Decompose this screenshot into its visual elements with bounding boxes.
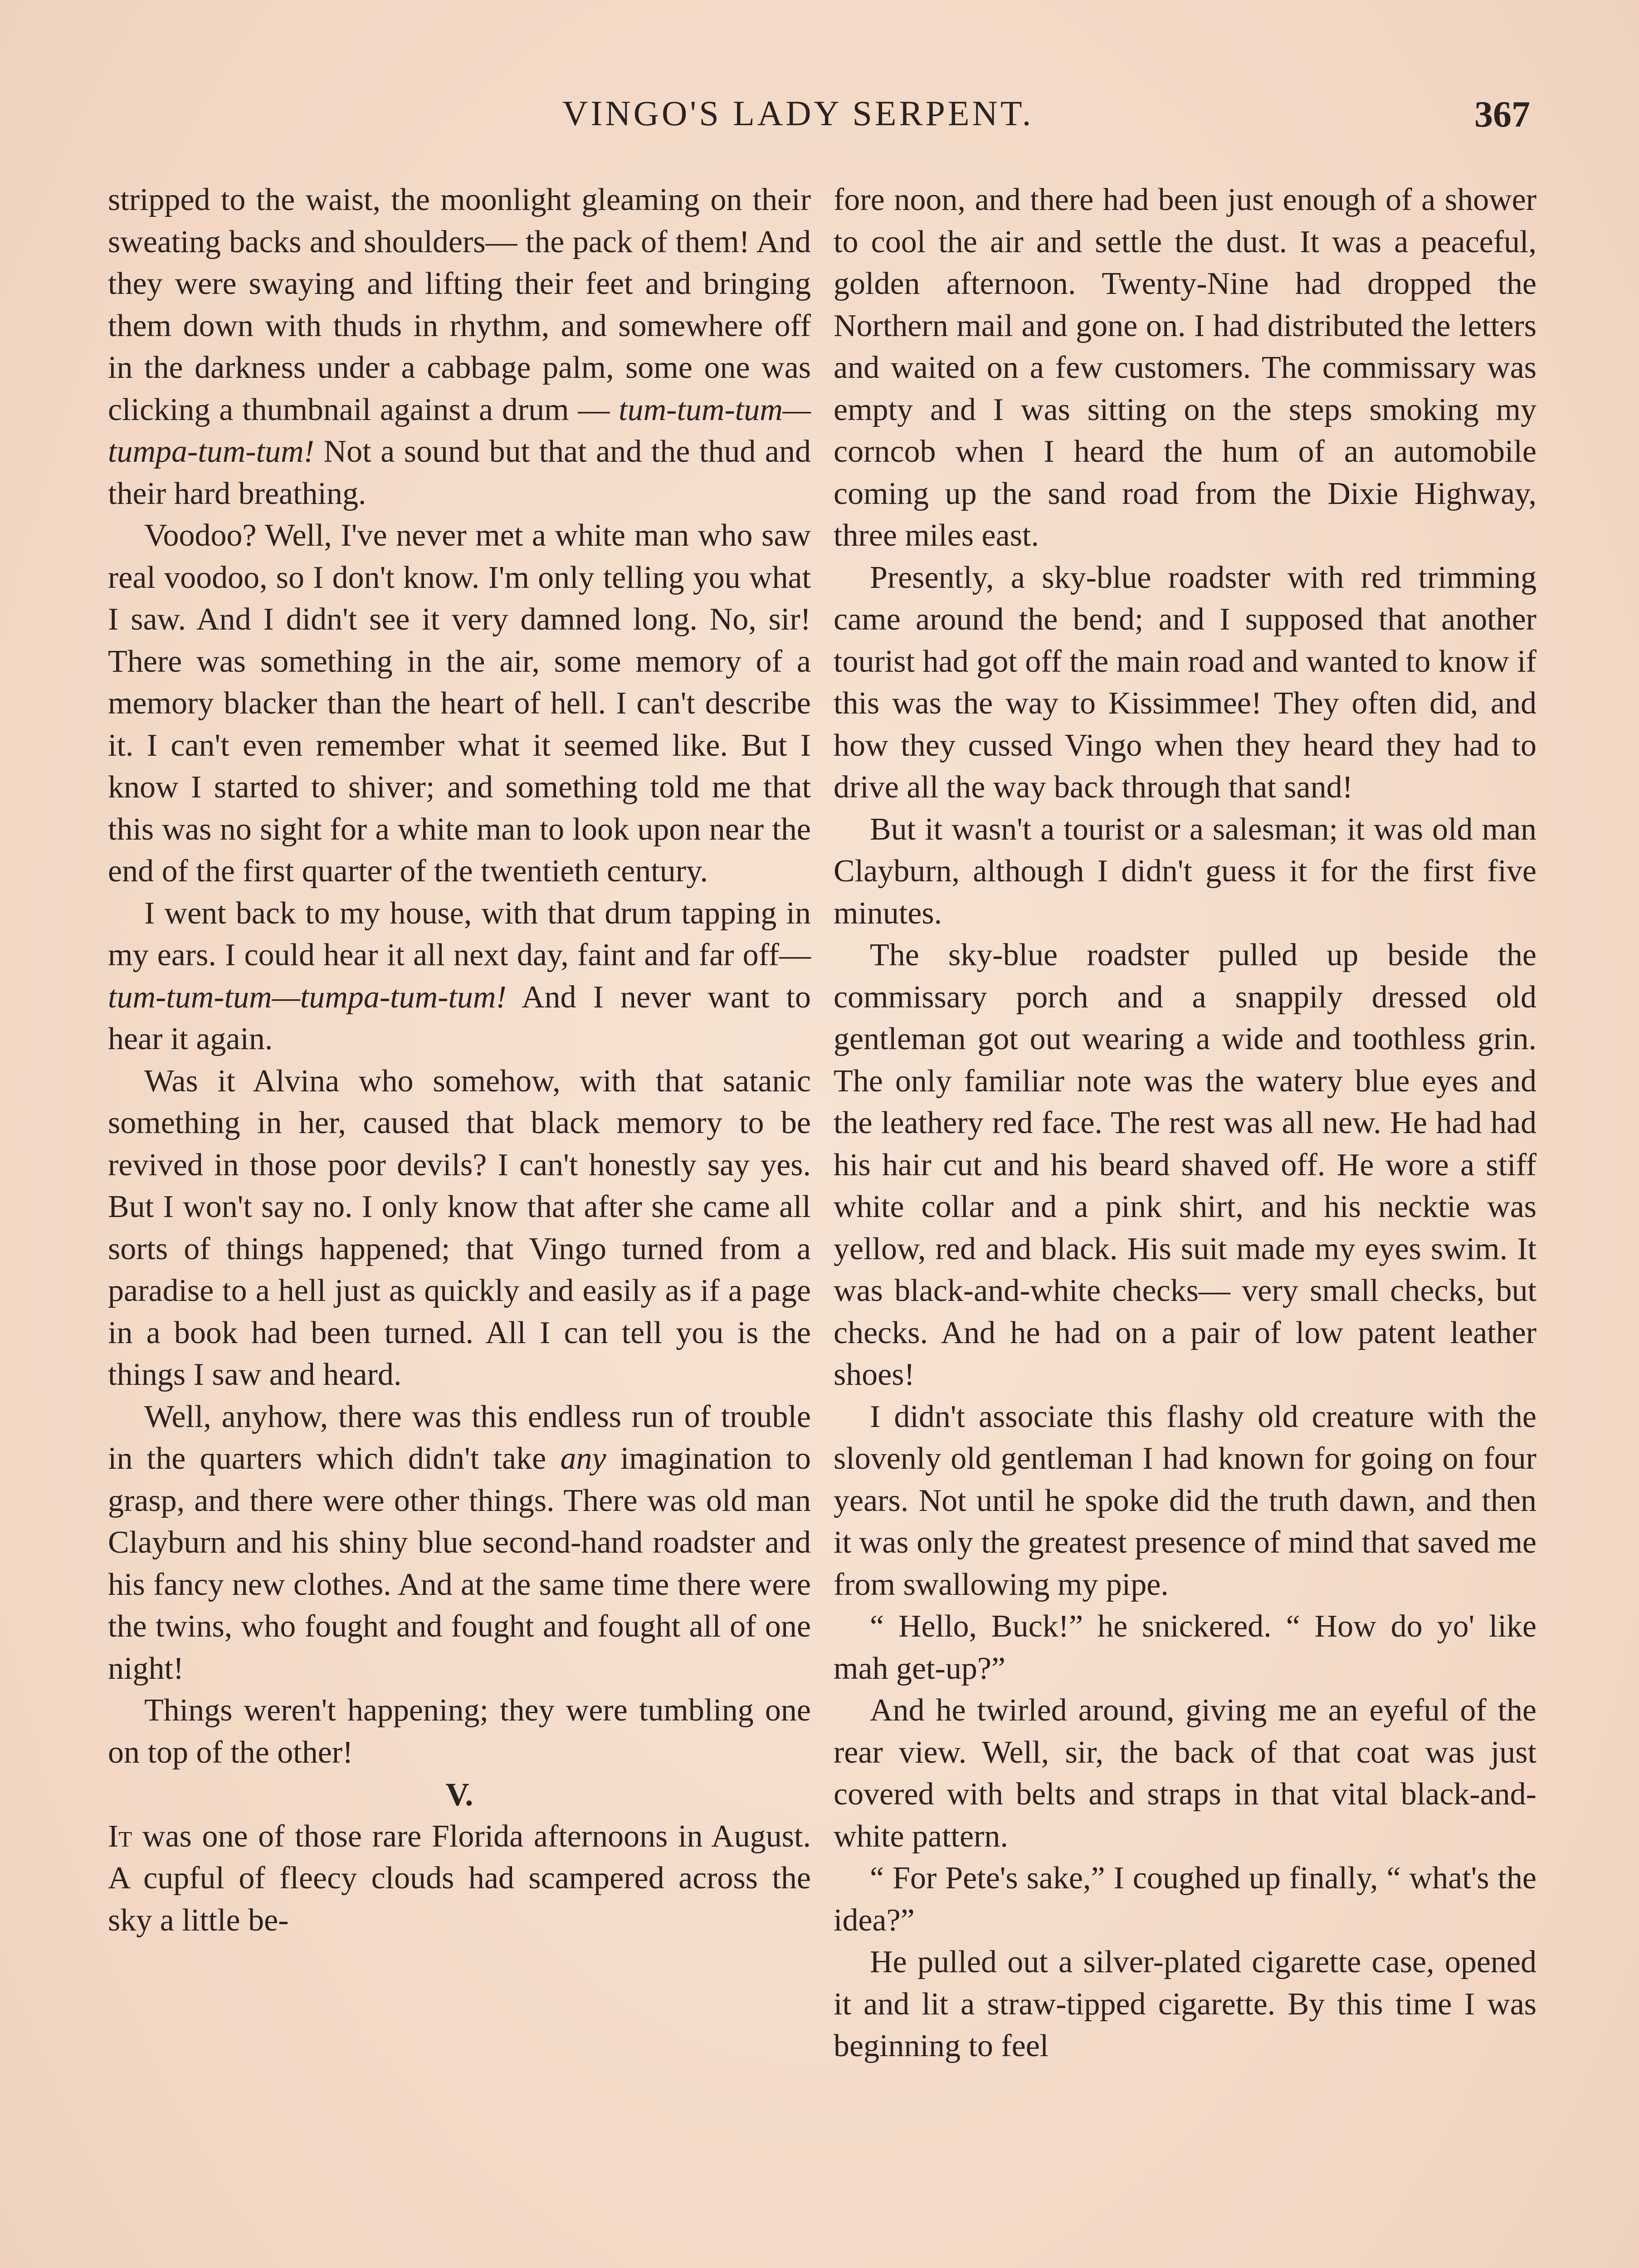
paragraph: I went back to my house, with that drum tapping in my ears. I could hear it all next day, faint and far off—tum-tum-tum—tumpa-tum-tum! And I never want to hear it again. [108, 895, 811, 1056]
page-number: 367 [1474, 93, 1530, 135]
paragraph: Voodoo? Well, I've never met a white man who saw real voodoo, so I don't know. I'm only telling you what I saw. And I didn't see it very damned long. No, sir! There was something in the air, some memory of a memory blacker than the heart of hell. I can't describe it. I can't even remember what it seemed like. But I know I started to shiver; and something told me that this was no sight for a white man to look upon near the end of the first quarter of the twentieth century. [108, 518, 811, 889]
paragraph: Things weren't happening; they were tumbling one on top of the other! [108, 1693, 811, 1770]
lead-in: It [108, 1818, 132, 1854]
paragraph: Presently, a sky-blue roadster with red trimming came around the bend; and I supposed that another tourist had got off the main road and wanted to know if this was the way to Kissimmee! They often did, and how they cussed Vingo when they heard they had to drive all the way back through that sand! [834, 560, 1537, 805]
paragraph: fore noon, and there had been just enough of a shower to cool the air and settle the dust. It was a peaceful, golden afternoon. Twenty-Nine had dropped the Northern mail and gone on. I had distributed the letters and waited on a few customers. The commissary was empty and I was sitting on the steps smoking my corncob when I heard the hum of an automobile coming up the sand road from the Dixie Highway, three miles east. [834, 182, 1537, 553]
page-header [0, 93, 1639, 143]
paragraph: “ For Pete's sake,” I coughed up finally, “ what's the idea?” [834, 1861, 1537, 1938]
paragraph: And he twirled around, giving me an eyeful of the rear view. Well, sir, the back of that coat was just covered with belts and straps in that vital black-and-white pattern. [834, 1693, 1537, 1854]
paragraph: “ Hello, Buck!” he snickered. “ How do yo' like mah get-up?” [834, 1609, 1537, 1686]
paragraph: But it wasn't a tourist or a salesman; it was old man Clayburn, although I didn't guess it for the first five minutes. [834, 811, 1537, 931]
italic-phrase: tum-tum-tum—tumpa-tum-tum! [108, 979, 507, 1015]
paragraph: stripped to the waist, the moonlight gleaming on their sweating backs and shoulders— the pack of them! And they were swaying and lifting their feet and bringing them down with thuds in rhythm, and somewhere off in the darkness under a cabbage palm, some one was clicking a thumbnail against a drum — tum-tum-tum—tumpa-tum-tum! Not a sound but that and the thud and their hard breathing. [108, 182, 811, 511]
paragraph: I didn't associate this flashy old creature with the slovenly old gentleman I had known for going on four years. Not until he spoke did the truth dawn, and then it was only the greatest presence of mind that saved me from swallowing my pipe. [834, 1399, 1537, 1602]
running-title: VINGO'S LADY SERPENT. [562, 93, 1034, 133]
right-column [834, 179, 1537, 2068]
paragraph: It was one of those rare Florida afternoons in August. A cupful of fleecy clouds had scampered across the sky a little be- [108, 1818, 811, 1938]
paragraph: The sky-blue roadster pulled up beside the commissary porch and a snappily dressed old gentleman got out wearing a wide and toothless grin. The only familiar note was the watery blue eyes and the leathery red face. The rest was all new. He had had his hair cut and his beard shaved off. He wore a stiff white collar and a pink shirt, and his necktie was yellow, red and black. His suit made my eyes swim. It was black-and-white checks— very small checks, but checks. And he had on a pair of low patent leather shoes! [834, 938, 1537, 1392]
paragraph: He pulled out a silver-plated cigarette case, opened it and lit a straw-tipped cigarette. By this time I was beginning to feel [834, 1945, 1537, 2063]
left-column [108, 179, 811, 1941]
italic-word: any [560, 1441, 606, 1476]
section-number: V. [445, 1776, 473, 1813]
italic-phrase: tum-tum-tum—tumpa-tum-tum! [108, 392, 811, 469]
paragraph: Was it Alvina who somehow, with that satanic something in her, caused that black memory to be revived in those poor devils? I can't honestly say yes. But I won't say no. I only know that after she came all sorts of things happened; that Vingo turned from a paradise to a hell just as quickly and easily as if a page in a book had been turned. All I can tell you is the things I saw and heard. [108, 1063, 811, 1392]
paragraph: Well, anyhow, there was this endless run of trouble in the quarters which didn't take any imagination to grasp, and there were other things. There was old man Clayburn and his shiny blue second-hand roadster and his fancy new clothes. And at the same time there were the twins, who fought and fought and fought all of one night! [108, 1399, 811, 1686]
